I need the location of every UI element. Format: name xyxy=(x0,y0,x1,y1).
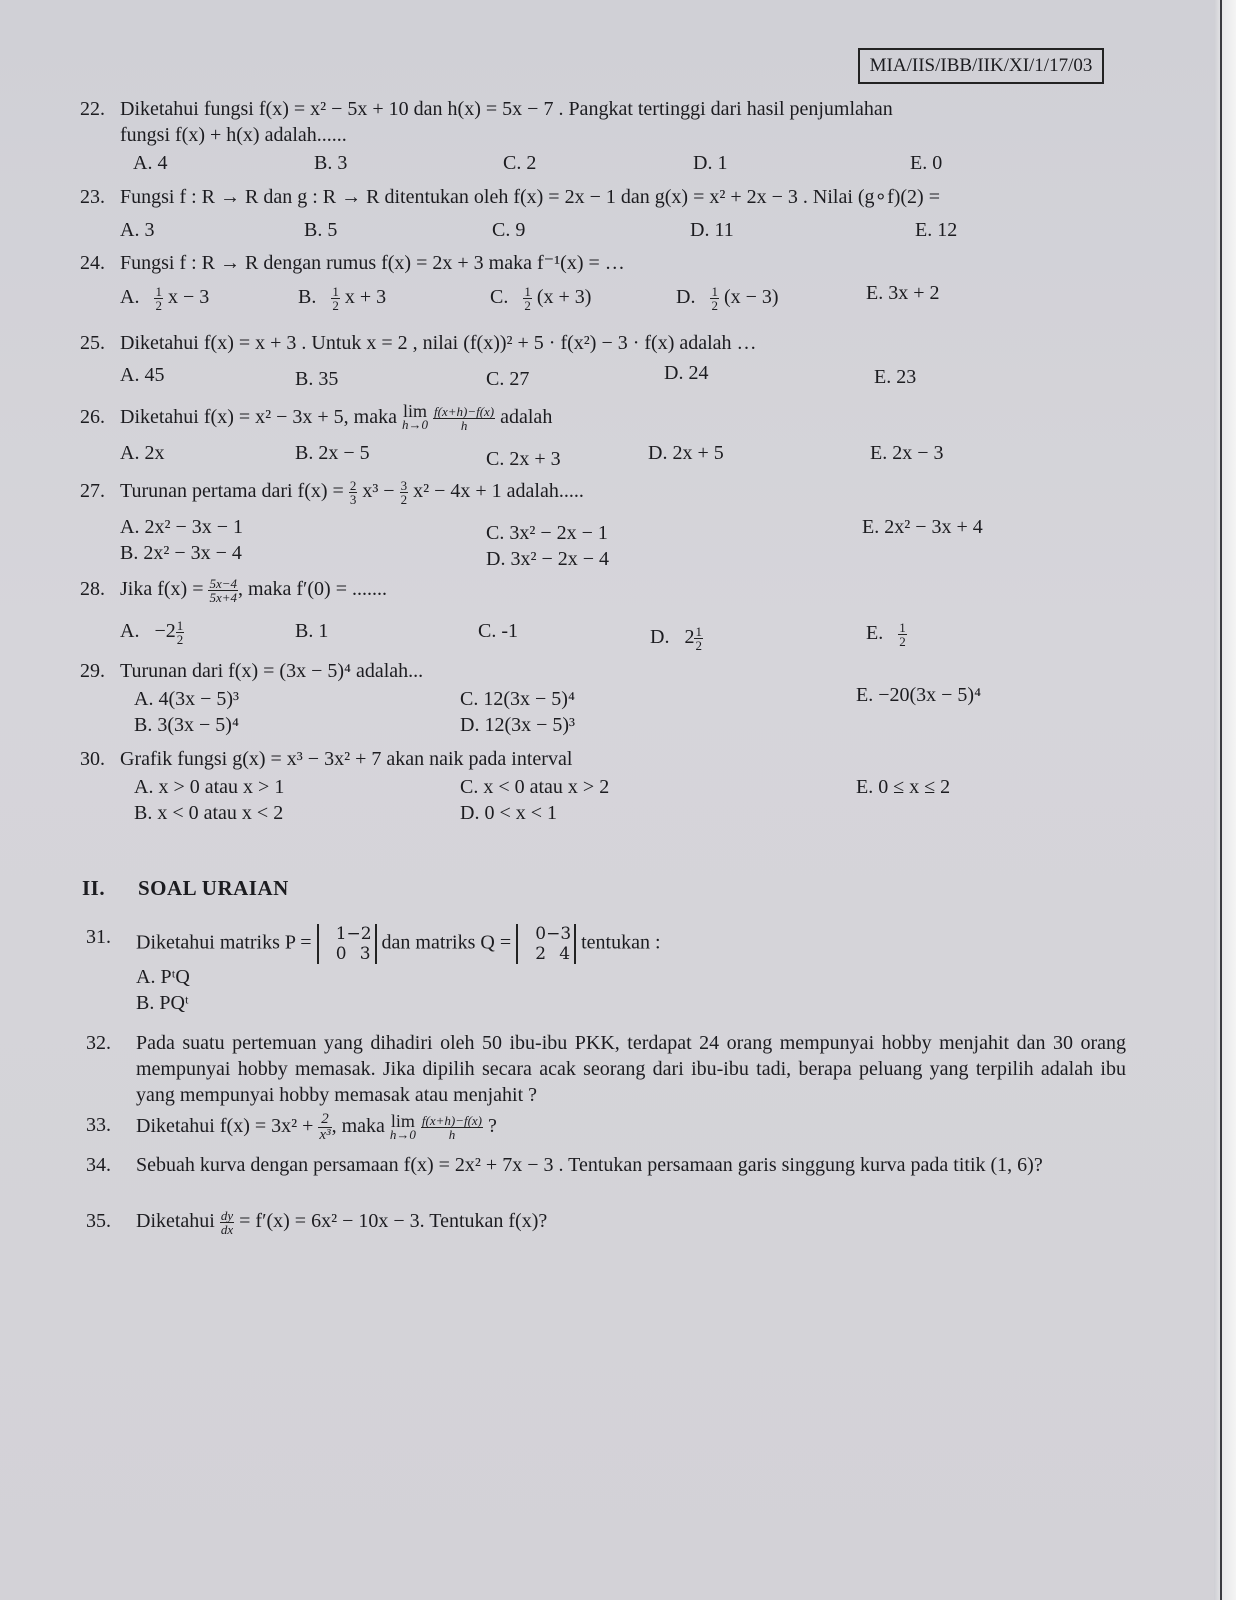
option-d xyxy=(650,624,703,652)
half-fraction xyxy=(710,285,719,312)
question-number: 26. xyxy=(80,406,105,428)
matrix-cell: 3 xyxy=(359,944,371,964)
question-stem-mid: , maka xyxy=(331,1115,385,1138)
section-title: SOAL URAIAN xyxy=(138,876,289,900)
question-stem: Diketahui xyxy=(136,1210,215,1232)
option-expression: x + 3 xyxy=(344,286,387,308)
question-text-line2: fungsi f(x) + h(x) adalah...... xyxy=(120,124,347,146)
fraction-numerator: f(x+h)−f(x) xyxy=(434,403,495,419)
question-stem-end: = f′(x) = 6x² − 10x − 3. Tentukan f(x)? xyxy=(239,1210,548,1232)
fraction-numerator: 1 xyxy=(332,283,339,299)
option-letter: D. xyxy=(676,286,696,308)
fraction-denominator: 5x+4 xyxy=(209,589,238,605)
fraction-numerator: 1 xyxy=(176,617,184,633)
option-b: B. 35 xyxy=(295,368,339,390)
fraction-denominator: 2 xyxy=(695,637,702,653)
option-d: D. 1 xyxy=(693,152,728,174)
mixed-number-whole: 2 xyxy=(684,626,695,648)
question-stem-end: adalah xyxy=(500,406,553,428)
option-b xyxy=(298,284,386,312)
option-d xyxy=(676,284,779,312)
option-a: A. 3 xyxy=(120,219,155,241)
option-c: C. 12(3x − 5)⁴ xyxy=(460,688,575,710)
option-letter: E. xyxy=(866,622,884,644)
fraction-numerator: 1 xyxy=(524,283,531,299)
option-e xyxy=(866,620,907,648)
question-number: 25. xyxy=(80,332,105,354)
half-fraction xyxy=(898,621,907,648)
option-d: D. 0 < x < 1 xyxy=(460,802,558,824)
option-letter: A. xyxy=(120,620,140,642)
question-stem: Diketahui f(x) = 3x² + xyxy=(136,1115,314,1138)
option-a xyxy=(120,284,209,312)
question-number: 29. xyxy=(80,660,105,682)
matrix-q xyxy=(516,924,576,964)
option-a: A. 4(3x − 5)³ xyxy=(134,688,240,710)
question-text: Sebuah kurva dengan persamaan f(x) = 2x² + 7x − 3 . Tentukan persamaan garis singgung kurva pada titik (1, 6)? xyxy=(136,1154,1043,1176)
matrix-cell: −3 xyxy=(546,924,572,944)
question-stem-mid: x³ − xyxy=(362,480,395,502)
limit-word: lim xyxy=(402,401,427,422)
option-d: D. 11 xyxy=(690,219,734,241)
option-c xyxy=(490,284,591,312)
option-a: A. 45 xyxy=(120,364,165,386)
half-fraction xyxy=(331,285,340,312)
limit-expression xyxy=(389,1110,416,1142)
option-a: A. 4 xyxy=(133,152,168,174)
matrix-cell: 0 xyxy=(335,944,347,964)
term-fraction xyxy=(318,1112,331,1143)
option-e: E. 0 ≤ x ≤ 2 xyxy=(856,776,951,798)
option-b: B. x < 0 atau x < 2 xyxy=(134,802,284,824)
question-number: 28. xyxy=(80,578,105,600)
fraction-denominator: h xyxy=(460,417,468,433)
half-fraction xyxy=(523,285,532,312)
fraction-numerator: dy xyxy=(220,1207,234,1223)
question-text: Grafik fungsi g(x) = x³ − 3x² + 7 akan naik pada interval xyxy=(120,748,573,770)
option-b: B. 2x − 5 xyxy=(295,442,370,464)
option-letter: C. xyxy=(490,286,509,308)
option-e: E. 23 xyxy=(874,366,917,388)
option-c: C. 3x² − 2x − 1 xyxy=(486,522,608,544)
question-text xyxy=(120,401,1120,433)
option-c: C. x < 0 atau x > 2 xyxy=(460,776,610,798)
option-e: E. 12 xyxy=(915,219,958,241)
question-number: 32. xyxy=(86,1032,111,1054)
option-e: E. 2x² − 3x + 4 xyxy=(862,516,983,538)
question-stem-end: x² − 4x + 1 adalah..... xyxy=(413,480,584,502)
sub-item-a: A. PᵗQ xyxy=(136,966,190,988)
question-text xyxy=(120,576,1120,604)
fraction-two-thirds xyxy=(349,479,358,506)
option-letter: B. xyxy=(298,286,317,308)
question-number: 34. xyxy=(86,1154,111,1176)
option-e: E. −20(3x − 5)⁴ xyxy=(856,684,982,706)
option-d: D. 12(3x − 5)³ xyxy=(460,714,576,736)
half-fraction xyxy=(176,619,185,646)
question-text xyxy=(120,478,1120,506)
question-stem: Jika f(x) = xyxy=(120,578,204,600)
question-text xyxy=(136,924,1126,964)
fraction-numerator: 1 xyxy=(695,623,702,639)
derivative-fraction xyxy=(220,1209,234,1236)
question-stem-mid: dan matriks Q = xyxy=(381,931,512,954)
matrix-cell: −2 xyxy=(346,924,372,944)
option-d: D. 24 xyxy=(664,362,709,384)
question-stem: Turunan pertama dari f(x) = xyxy=(120,480,344,502)
fraction-numerator: 3 xyxy=(400,477,408,493)
matrix-p xyxy=(317,924,377,964)
question-text: Fungsi f : R → R dengan rumus f(x) = 2x + 3 maka f⁻¹(x) = … xyxy=(120,252,625,274)
option-letter: D. xyxy=(650,626,670,648)
question-number: 31. xyxy=(86,926,111,948)
question-stem: Diketahui matriks P = xyxy=(136,931,312,954)
option-a: A. x > 0 atau x > 1 xyxy=(134,776,285,798)
function-fraction xyxy=(208,577,238,604)
option-e: E. 3x + 2 xyxy=(866,282,940,304)
option-expression: (x + 3) xyxy=(536,286,592,308)
option-b: B. 1 xyxy=(295,620,329,642)
option-a: A. 2x xyxy=(120,442,165,464)
question-number: 35. xyxy=(86,1210,111,1232)
fraction-numerator: 5x−4 xyxy=(209,575,238,591)
question-stem-end: , maka f′(0) = ....... xyxy=(238,578,387,600)
question-text: Turunan dari f(x) = (3x − 5)⁴ adalah... xyxy=(120,660,424,682)
fraction-numerator: 1 xyxy=(155,283,162,299)
option-c: C. -1 xyxy=(478,620,518,642)
question-text xyxy=(136,1208,1126,1236)
option-expression: x − 3 xyxy=(167,286,210,308)
question-text: Diketahui fungsi f(x) = x² − 5x + 10 dan h(x) = 5x − 7 . Pangkat tertinggi dari hasil penjumlahan xyxy=(120,98,893,120)
fraction-numerator: f(x+h)−f(x) xyxy=(421,1113,482,1128)
limit-subscript: h→0 xyxy=(389,1126,416,1142)
question-text: Fungsi f : R → R dan g : R → R ditentukan oleh f(x) = 2x − 1 dan g(x) = x² + 2x − 3 . Nilai (g∘f)(2) = xyxy=(120,186,940,208)
matrix-cell: 1 xyxy=(335,924,347,944)
option-e: E. 0 xyxy=(910,152,943,174)
limit-fraction xyxy=(421,1114,483,1141)
question-number: 27. xyxy=(80,480,105,502)
fraction-denominator: 2 xyxy=(155,297,162,313)
page-edge xyxy=(1214,0,1236,1600)
fraction-numerator: 1 xyxy=(711,283,718,299)
option-e: E. 2x − 3 xyxy=(870,442,944,464)
fraction-numerator: 2 xyxy=(349,477,357,493)
page-edge-line xyxy=(1220,0,1222,1600)
limit-expression xyxy=(402,401,428,433)
fraction-numerator: 2 xyxy=(318,1112,331,1128)
fraction-denominator: dx xyxy=(220,1221,234,1237)
option-c: C. 2x + 3 xyxy=(486,448,561,470)
limit-word: lim xyxy=(390,1110,415,1131)
question-number: 23. xyxy=(80,186,105,208)
question-text: Diketahui f(x) = x + 3 . Untuk x = 2 , nilai (f(x))² + 5 · f(x²) − 3 · f(x) adalah … xyxy=(120,332,757,354)
fraction-denominator: 2 xyxy=(332,297,339,313)
sub-item-b: B. PQᵗ xyxy=(136,992,189,1014)
question-number: 33. xyxy=(86,1114,111,1136)
fraction-denominator: 2 xyxy=(176,631,184,647)
matrix-cell: 4 xyxy=(559,944,571,964)
option-b: B. 5 xyxy=(304,219,338,241)
question-text xyxy=(136,1112,1126,1143)
fraction-denominator: 2 xyxy=(711,297,718,313)
option-a xyxy=(120,618,184,646)
question-text: Pada suatu pertemuan yang dihadiri oleh 50 ibu-ibu PKK, terdapat 24 orang mempunyai hobby menjahit dan 30 orang mempunyai hobby memasak. Jika dipilih secara acak seorang dari ibu-ibu tadi, berapa peluang yang terpilih adalah ibu yang mempunyai hobby memasak atau menjahit ? xyxy=(136,1032,1126,1106)
fraction-denominator: h xyxy=(448,1127,456,1142)
matrix-cell: 0 xyxy=(535,924,547,944)
question-stem-end: ? xyxy=(488,1115,497,1138)
question-number: 22. xyxy=(80,98,105,120)
option-b: B. 3 xyxy=(314,152,348,174)
question-number: 30. xyxy=(80,748,105,770)
mixed-number-whole: −2 xyxy=(154,620,176,642)
fraction-denominator: 2 xyxy=(899,633,906,649)
limit-fraction xyxy=(433,405,495,432)
fraction-denominator: 3 xyxy=(349,491,357,507)
option-c: C. 2 xyxy=(503,152,537,174)
fraction-denominator: 2 xyxy=(524,297,531,313)
fraction-denominator: 2 xyxy=(400,491,408,507)
option-letter: A. xyxy=(120,286,140,308)
option-b: B. 3(3x − 5)⁴ xyxy=(134,714,239,736)
option-c: C. 27 xyxy=(486,368,530,390)
fraction-three-halves xyxy=(400,479,409,506)
half-fraction xyxy=(154,285,163,312)
question-stem: Diketahui f(x) = x² − 3x + 5, maka xyxy=(120,406,397,428)
section-heading xyxy=(82,876,289,901)
limit-subscript: h→0 xyxy=(402,417,428,433)
option-d: D. 3x² − 2x − 4 xyxy=(486,548,609,570)
option-expression: (x − 3) xyxy=(723,286,779,308)
option-d: D. 2x + 5 xyxy=(648,442,724,464)
fraction-numerator: 1 xyxy=(899,619,906,635)
document-code: MIA/IIS/IBB/IIK/XI/1/17/03 xyxy=(858,48,1104,84)
option-a: A. 2x² − 3x − 1 xyxy=(120,516,243,538)
question-stem-end: tentukan : xyxy=(581,931,661,954)
matrix-cell: 2 xyxy=(535,944,547,964)
option-b: B. 2x² − 3x − 4 xyxy=(120,542,242,564)
fraction-denominator: x³ xyxy=(319,1127,331,1143)
question-number: 24. xyxy=(80,252,105,274)
half-fraction xyxy=(694,625,703,652)
option-c: C. 9 xyxy=(492,219,526,241)
section-number: II. xyxy=(82,876,106,900)
